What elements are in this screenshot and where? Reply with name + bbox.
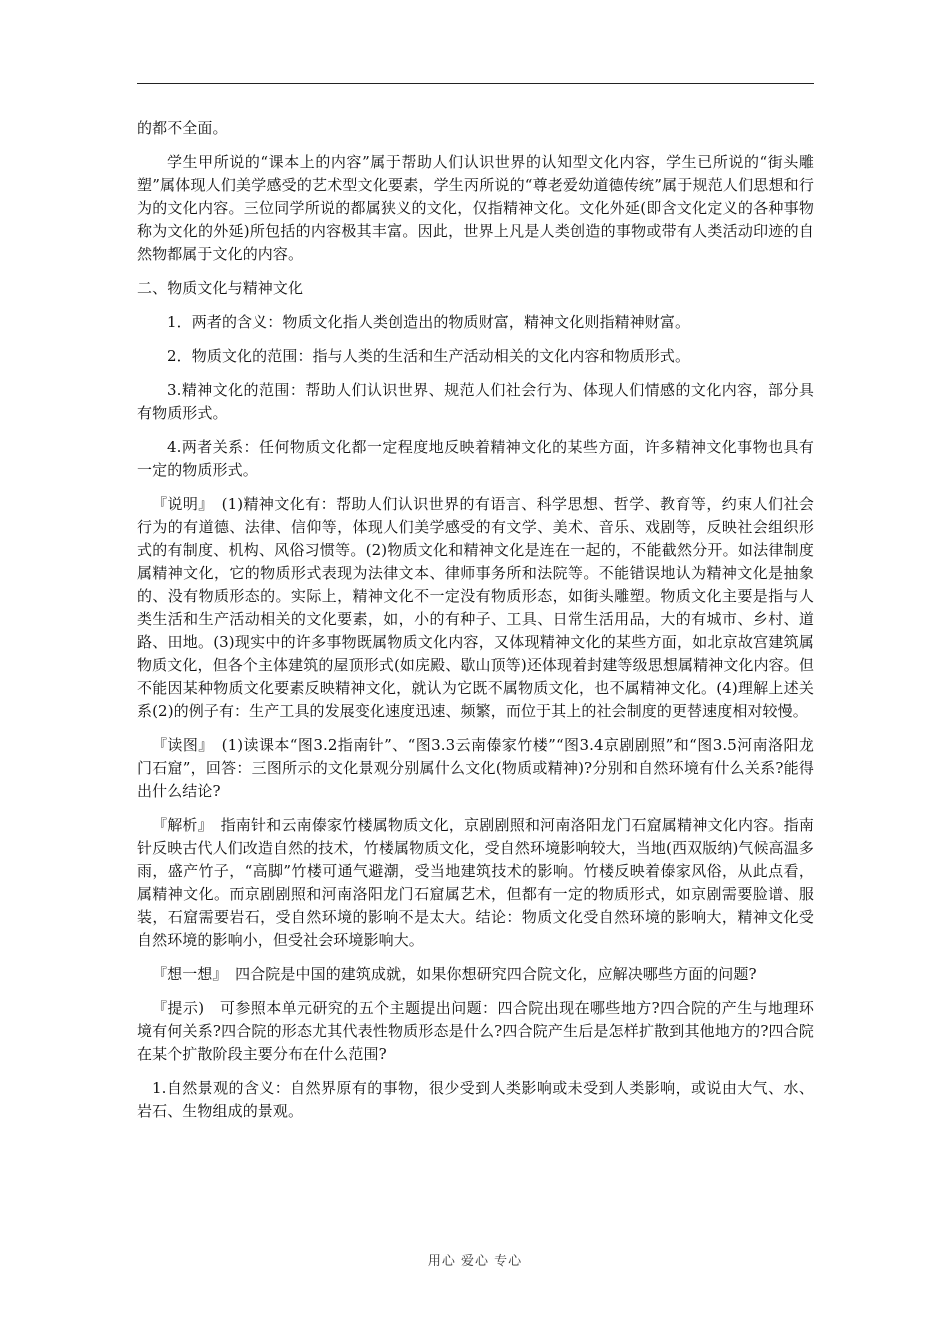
page-footer: 用心 爱心 专心 — [427, 1254, 523, 1269]
read-figure-paragraph: 『读图』 (1)读课本“图3.2指南针”、“图3.3云南傣家竹楼”“图3.4京剧剧照”和“图3.5河南洛阳龙门石窟”，回答：三图所示的文化景观分别属什么文化(物质或精神)?分别和自然环境有什么关系?能得出什么结论? — [137, 736, 814, 800]
think-paragraph: 『想一想』 四合院是中国的建筑成就，如果你想研究四合院文化，应解决哪些方面的问题? — [152, 965, 757, 983]
document-body — [137, 117, 814, 1134]
section-heading: 二、物质文化与精神文化 — [137, 279, 304, 297]
paragraph: 4.两者关系：任何物质文化都一定程度地反映着精神文化的某些方面，许多精神文化事物也具有一定的物质形式。 — [137, 438, 814, 479]
hint-paragraph: 『提示) 可参照本单元研究的五个主题提出问题：四合院出现在哪些地方?四合院的产生与地理环境有何关系?四合院的形态尤其代表性物质形态是什么?四合院产生后是怎样扩散到其他地方的?四合院在某个扩散阶段主要分布在什么范围? — [137, 999, 814, 1063]
paragraph: 的都不全面。 — [137, 119, 228, 137]
paragraph: 1．两者的含义：物质文化指人类创造出的物质财富，精神文化则指精神财富。 — [167, 313, 691, 331]
explanation-paragraph: 『说明』 (1)精神文化有：帮助人们认识世界的有语言、科学思想、哲学、教育等，约束人们社会行为的有道德、法律、信仰等，体现人们美学感受的有文学、美术、音乐、戏剧等，反映社会组织形式的有制度、机构、风俗习惯等。(2)物质文化和精神文化是连在一起的，不能截然分开。如法律制度属精神文化，它的物质形式表现为法律文本、律师事务所和法院等。不能错误地认为精神文化是抽象的、没有物质形态的。实际上，精神文化不一定没有物质形态，如街头雕塑。物质文化主要是指与人类生活和生产活动相关的文化要素，如，小的有种子、工具、日常生活用品，大的有城市、乡村、道路、田地。(3)现实中的许多事物既属物质文化内容，又体现精神文化的某些方面，如北京故宫建筑属物质文化，但各个主体建筑的屋顶形式(如庑殿、歇山顶等)还体现着封建等级思想属精神文化内容。但不能因某种物质文化要素反映精神文化，就认为它既不属物质文化，也不属精神文化。(4)理解上述关系(2)的例子有：生产工具的发展变化速度迅速、频繁，而位于其上的社会制度的更替速度相对较慢。 — [137, 495, 814, 720]
paragraph: 2．物质文化的范围：指与人类的生活和生产活动相关的文化内容和物质形式。 — [167, 347, 691, 365]
analysis-paragraph: 『解析』 指南针和云南傣家竹楼属物质文化，京剧剧照和河南洛阳龙门石窟属精神文化内容。指南针反映古代人们改造自然的技术，竹楼属物质文化，受自然环境影响较大，当地(西双版纳)气候高温多雨，盛产竹子，“高脚”竹楼可通气避潮，受当地建筑技术的影响。竹楼反映着傣家风俗，从此点看，属精神文化。而京剧剧照和河南洛阳龙门石窟属艺术，但都有一定的物质形式，如京剧需要脸谱、服装，石窟需要岩石，受自然环境的影响不是太大。结论：物质文化受自然环境的影响大，精神文化受自然环境的影响小，但受社会环境影响大。 — [137, 816, 814, 949]
paragraph: 学生甲所说的“课本上的内容”属于帮助人们认识世界的认知型文化内容，学生已所说的“街头雕塑”属体现人们美学感受的艺术型文化要素，学生丙所说的“尊老爱幼道德传统”属于规范人们思想和行为的文化内容。三位同学所说的都属狭义的文化，仅指精神文化。文化外延(即含文化定义的各种事物称为文化的外延)所包括的内容极其丰富。因此，世界上凡是人类创造的事物或带有人类活动印迹的自然物都属于文化的内容。 — [137, 153, 814, 263]
paragraph: 3.精神文化的范围：帮助人们认识世界、规范人们社会行为、体现人们情感的文化内容，部分具有物质形式。 — [137, 381, 814, 422]
header-rule — [137, 83, 814, 84]
paragraph: 1.自然景观的含义：自然界原有的事物，很少受到人类影响或未受到人类影响，或说由大气、水、岩石、生物组成的景观。 — [137, 1079, 814, 1120]
